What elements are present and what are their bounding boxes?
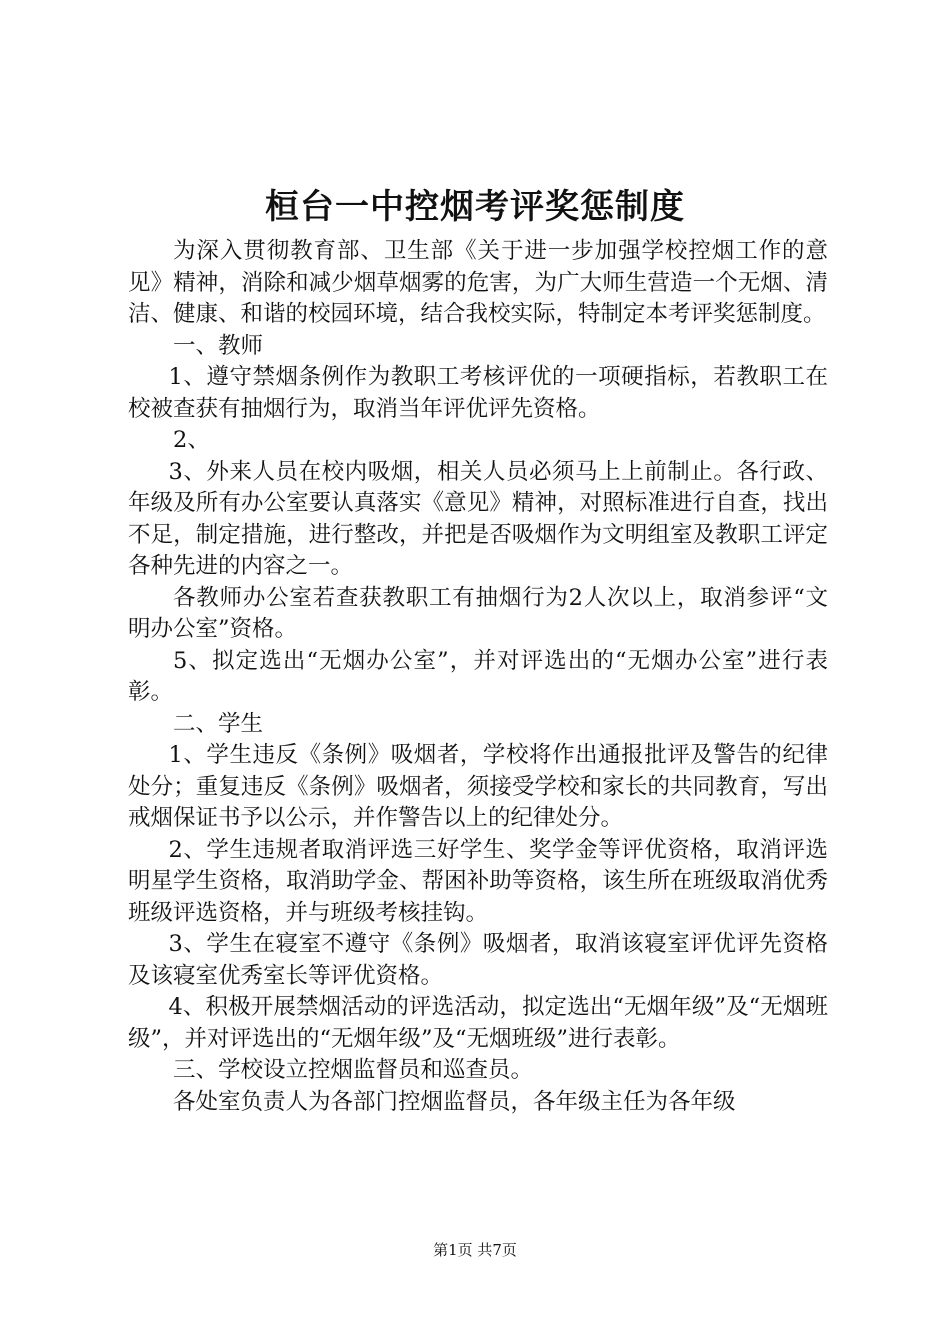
section-heading-supervisors: 三、学校设立控烟监督员和巡查员。 bbox=[173, 1057, 534, 1083]
document-title: 桓台一中控烟考评奖惩制度 bbox=[265, 187, 685, 227]
section-heading-teachers: 一、教师 bbox=[173, 332, 264, 359]
document-body bbox=[128, 236, 828, 1118]
section-heading-students: 二、学生 bbox=[173, 710, 264, 737]
teacher-rule-2: 2、 bbox=[173, 427, 210, 453]
teacher-rule-1: 1、遵守禁烟条例作为教职工考核评优的一项硬指标，若教职工在校被查获有抽烟行为，取消当年评优评先资格。 bbox=[128, 364, 828, 422]
intro-paragraph: 为深入贯彻教育部、卫生部《关于进一步加强学校控烟工作的意见》精神，消除和减少烟草烟雾的危害，为广大师生营造一个无烟、清洁、健康、和谐的校园环境，结合我校实际，特制定本考评奖惩制度。 bbox=[128, 238, 828, 327]
page-indicator: 第1页 共7页 bbox=[433, 1241, 517, 1259]
student-rule-3: 3、学生在寝室不遵守《条例》吸烟者，取消该寝室评优评先资格及该寝室优秀室长等评优资格。 bbox=[128, 931, 828, 989]
teacher-rule-office: 各教师办公室若查获教职工有抽烟行为2人次以上，取消参评“文明办公室”资格。 bbox=[128, 584, 828, 642]
student-rule-1: 1、学生违反《条例》吸烟者，学校将作出通报批评及警告的纪律处分；重复违反《条例》吸烟者，须接受学校和家长的共同教育，写出戒烟保证书予以公示，并作警告以上的纪律处分。 bbox=[128, 742, 828, 831]
teacher-rule-3: 3、外来人员在校内吸烟，相关人员必须马上上前制止。各行政、年级及所有办公室要认真落实《意见》精神，对照标准进行自查，找出不足，制定措施，进行整改，并把是否吸烟作为文明组室及教职工评定各种先进的内容之一。 bbox=[128, 458, 828, 579]
teacher-rule-5: 5、拟定选出“无烟办公室”，并对评选出的“无烟办公室”进行表彰。 bbox=[128, 647, 828, 705]
student-rule-4: 4、积极开展禁烟活动的评选活动，拟定选出“无烟年级”及“无烟班级”，并对评选出的“无烟年级”及“无烟班级”进行表彰。 bbox=[128, 994, 828, 1052]
supervisor-paragraph: 各处室负责人为各部门控烟监督员，各年级主任为各年级 bbox=[173, 1088, 736, 1115]
student-rule-2: 2、学生违规者取消评选三好学生、奖学金等评优资格，取消评选明星学生资格，取消助学金、帮困补助等资格，该生所在班级取消优秀班级评选资格，并与班级考核挂钩。 bbox=[128, 836, 828, 926]
